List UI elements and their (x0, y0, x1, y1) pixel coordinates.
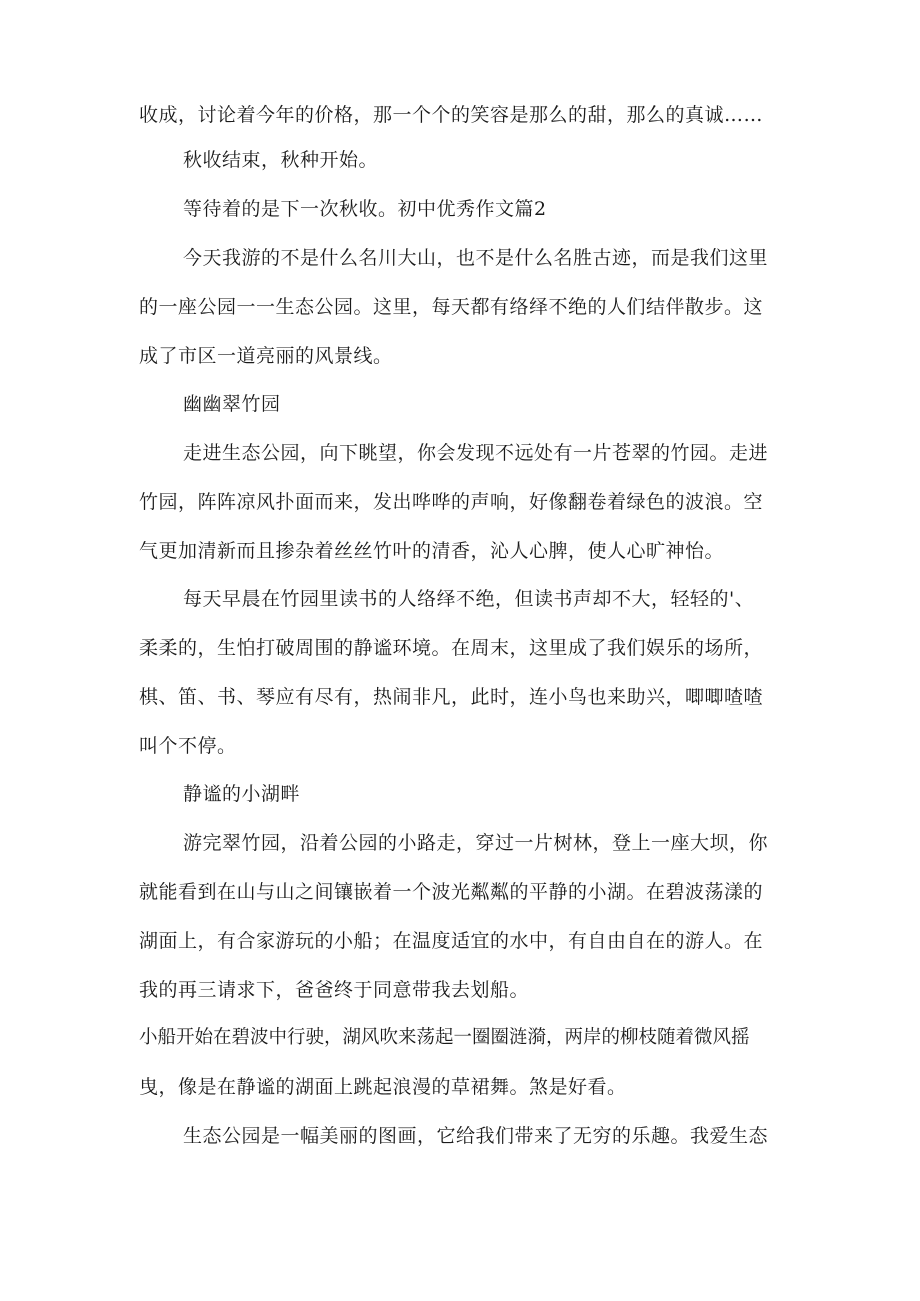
paragraph-line: 成了市区一道亮丽的风景线。 (139, 345, 393, 367)
paragraph-line: 每天早晨在竹园里读书的人络绎不绝，但读书声却不大，轻轻的'、 (183, 588, 755, 610)
paragraph-line: 叫个不停。 (139, 735, 237, 757)
paragraph-line: 游完翠竹园，沿着公园的小路走，穿过一片树林，登上一座大坝，你 (183, 832, 769, 854)
paragraph-line: 湖面上，有合家游玩的小船；在温度适宜的水中，有自由自在的游人。在 (139, 930, 764, 952)
paragraph-line: 柔柔的，生怕打破周围的静谧环境。在周末，这里成了我们娱乐的场所， (139, 637, 764, 659)
paragraph-line: 秋收结束，秋种开始。 (183, 149, 379, 171)
paragraph-line: 的一座公园一一生态公园。这里，每天都有络绎不绝的人们结伴散步。这 (139, 296, 764, 318)
paragraph-line: 竹园，阵阵凉风扑面而来，发出哗哗的声响，好像翻卷着绿色的波浪。空 (139, 491, 764, 513)
paragraph-line: 小船开始在碧波中行驶，湖风吹来荡起一圈圈涟漪，两岸的柳枝随着微风摇 (139, 1027, 750, 1048)
paragraph-line: 就能看到在山与山之间镶嵌着一个波光粼粼的平静的小湖。在碧波荡漾的 (139, 881, 764, 903)
paragraph-line: 我的再三请求下，爸爸终于同意带我去划船。 (139, 979, 530, 1001)
paragraph-line: 生态公园是一幅美丽的图画，它给我们带来了无穷的乐趣。我爱生态 (183, 1125, 769, 1147)
paragraph-line: 气更加清新而且掺杂着丝丝竹叶的清香，沁人心脾，使人心旷神怡。 (139, 540, 725, 562)
paragraph-line: 今天我游的不是什么名川大山，也不是什么名胜古迹，而是我们这里 (183, 247, 769, 269)
paragraph-line: 走进生态公园，向下眺望，你会发现不远处有一片苍翠的竹园。走进 (183, 442, 769, 464)
section-heading: 幽幽翠竹园 (183, 393, 281, 415)
paragraph-line: 收成，讨论着今年的价格，那一个个的笑容是那么的甜，那么的真诚…… (139, 104, 764, 126)
paragraph-line: 棋、笛、书、琴应有尽有，热闹非凡，此时，连小鸟也来助兴，唧唧喳喳 (139, 686, 764, 708)
paragraph-line: 曳，像是在静谧的湖面上跳起浪漫的草裙舞。煞是好看。 (139, 1076, 627, 1098)
section-heading: 静谧的小湖畔 (183, 783, 301, 805)
paragraph-line: 等待着的是下一次秋收。初中优秀作文篇2 (183, 198, 547, 220)
